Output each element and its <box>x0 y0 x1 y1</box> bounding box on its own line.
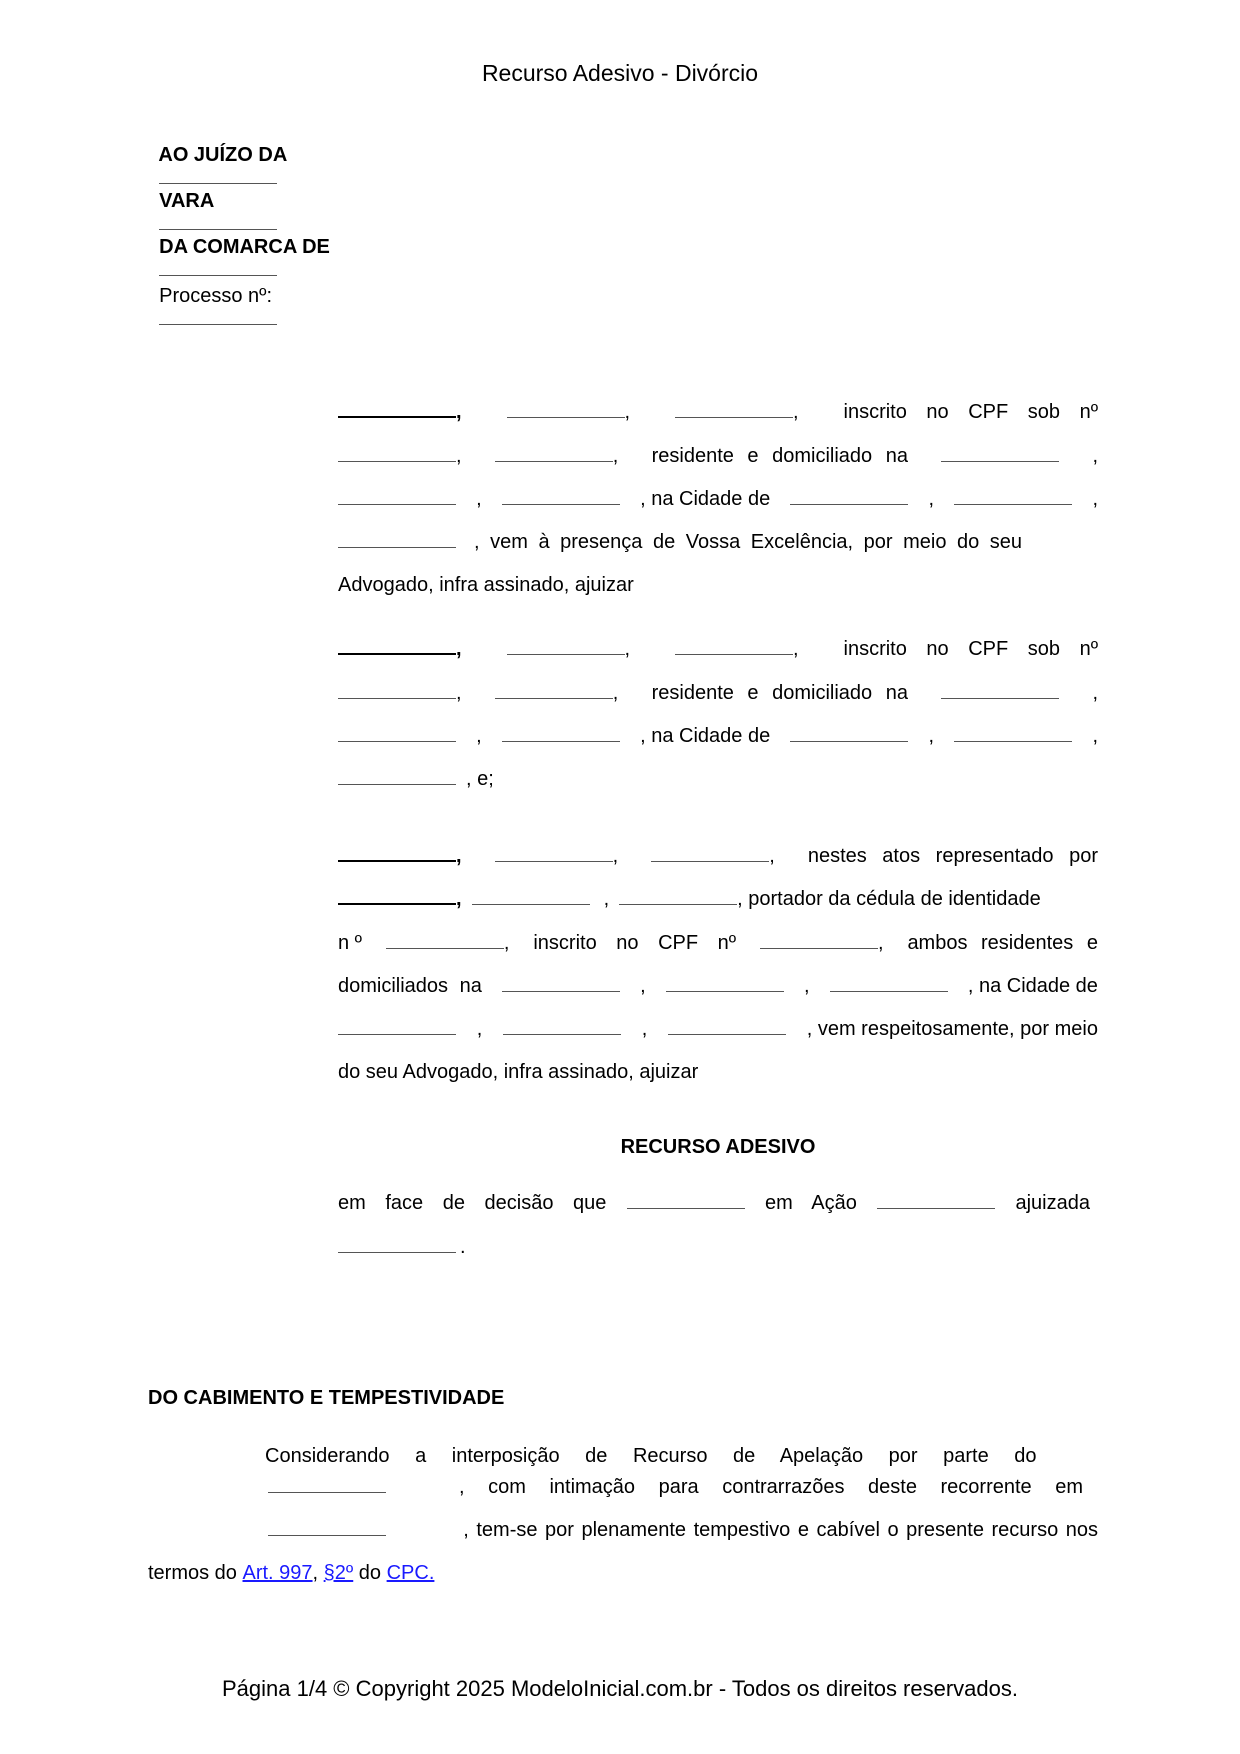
blank-field[interactable] <box>338 902 456 905</box>
party3-line5: , , , vem respeitosamente, por meio <box>338 1018 1098 1041</box>
party1-line3: , , na Cidade de , , <box>338 488 1098 511</box>
party1-cpf-text: inscrito no CPF sob nº <box>843 401 1098 423</box>
party3-domiciliados-text: domiciliados na <box>338 975 482 997</box>
action-acao-text: em Ação <box>765 1192 857 1214</box>
blank-field[interactable] <box>338 740 456 742</box>
action-line2 <box>338 1236 1098 1259</box>
blank-field[interactable] <box>338 503 456 505</box>
blank-field[interactable] <box>941 460 1059 462</box>
court-address-line <box>148 121 330 282</box>
party1-line5 <box>338 574 1098 597</box>
blank-field[interactable] <box>675 653 793 655</box>
party3-identidade-text: , portador da cédula de identidade <box>737 888 1041 910</box>
blank-field[interactable] <box>472 903 590 905</box>
blank-field[interactable] <box>159 228 277 230</box>
blank-field[interactable] <box>503 1033 621 1035</box>
blank-field[interactable] <box>495 860 613 862</box>
party2-residence-text: residente e domiciliado na <box>651 682 908 704</box>
party3-line3: n º , inscrito no CPF nº , ambos residentes e <box>338 932 1098 954</box>
blank-field[interactable] <box>502 740 620 742</box>
blank-field[interactable] <box>507 416 625 418</box>
party3-line6 <box>338 1061 1098 1084</box>
blank-field[interactable] <box>338 546 456 548</box>
blank-field[interactable] <box>495 460 613 462</box>
blank-field[interactable] <box>668 1033 786 1035</box>
party2-line4 <box>338 768 1098 791</box>
document-title: Recurso Adesivo - Divórcio <box>481 60 759 86</box>
blank-field[interactable] <box>338 1251 456 1253</box>
party1-line4 <box>338 531 1098 554</box>
party1-line2: , , residente e domiciliado na , <box>338 445 1098 468</box>
blank-field[interactable] <box>941 697 1059 699</box>
party1-ajuizar-text: Advogado, infra assinado, ajuizar <box>338 574 634 596</box>
blank-field[interactable] <box>159 182 277 184</box>
blank-field[interactable] <box>495 697 613 699</box>
blank-field[interactable] <box>338 783 456 785</box>
party1-residence-text: residente e domiciliado na <box>651 445 908 467</box>
party3-line2: , , , portador da cédula de identidade <box>338 888 1098 911</box>
party3-ajuizar-text: do seu Advogado, infra assinado, ajuizar <box>338 1061 699 1083</box>
address-label-comarca: DA COMARCA DE <box>159 236 330 258</box>
blank-field[interactable] <box>338 859 456 862</box>
blank-field[interactable] <box>954 503 1072 505</box>
blank-field[interactable] <box>790 503 908 505</box>
party3-city-text: , na Cidade de <box>967 975 1098 997</box>
section-p1-line2 <box>268 1476 1083 1499</box>
party3-respeitosamente-text: , vem respeitosamente, por meio <box>806 1018 1098 1040</box>
blank-field[interactable] <box>159 323 277 325</box>
party3-line4: domiciliados na , , , na Cidade de <box>338 975 1098 997</box>
page-footer: Página 1/4 © Copyright 2025 ModeloInicial.com.br - Todos os direitos reservados. <box>222 1676 1018 1701</box>
party1-line1: , , , inscrito no CPF sob nº <box>338 401 1098 424</box>
party1-city-text: na Cidade de <box>651 488 771 510</box>
action-decisao-text: em face de decisão que <box>338 1192 607 1214</box>
party2-line3: , , na Cidade de , , <box>338 725 1098 748</box>
party3-ambos-text: ambos residentes e <box>907 932 1098 954</box>
party2-cpf-text: inscrito no CPF sob nº <box>843 638 1098 660</box>
blank-field[interactable] <box>830 990 948 992</box>
blank-field[interactable] <box>507 653 625 655</box>
party3-cpf-label: inscrito no CPF nº <box>533 932 737 954</box>
blank-field[interactable] <box>338 460 456 462</box>
action-end-period: . <box>460 1236 466 1258</box>
party3-rg-label: n º <box>338 932 362 954</box>
processo-line <box>148 262 277 331</box>
party2-end-text: , e; <box>466 768 494 790</box>
address-label-vara: VARA <box>159 190 215 212</box>
blank-field[interactable] <box>268 1491 386 1493</box>
blank-field[interactable] <box>760 947 878 949</box>
link-cpc[interactable]: CPC. <box>386 1562 435 1584</box>
action-line <box>338 1192 1090 1215</box>
link-art-997[interactable]: Art. 997 <box>242 1562 313 1584</box>
blank-field[interactable] <box>386 947 504 949</box>
party2-city-text: na Cidade de <box>651 725 771 747</box>
blank-field[interactable] <box>338 1033 456 1035</box>
party3-representado-text: nestes atos representado por <box>807 845 1098 867</box>
action-title: RECURSO ADESIVO <box>620 1136 816 1158</box>
blank-field[interactable] <box>675 416 793 418</box>
section-tempestivo-text: , tem-se por plenamente tempestivo e cabível o presente recurso nos <box>463 1519 1098 1541</box>
blank-field[interactable] <box>502 990 620 992</box>
blank-field[interactable] <box>502 503 620 505</box>
section-p1-line4 <box>148 1562 434 1585</box>
blank-field[interactable] <box>666 990 784 992</box>
link-paragraph-2[interactable]: §2º <box>323 1562 354 1584</box>
section-do-text: do <box>358 1562 382 1584</box>
processo-label: Processo nº: <box>159 285 273 307</box>
address-label-juizo: AO JUÍZO DA <box>158 144 288 166</box>
section-heading: DO CABIMENTO E TEMPESTIVIDADE <box>148 1387 505 1409</box>
blank-field[interactable] <box>627 1207 745 1209</box>
party2-line2: , , residente e domiciliado na , <box>338 682 1098 705</box>
blank-field[interactable] <box>790 740 908 742</box>
blank-field[interactable] <box>338 415 456 418</box>
party1-presence-text: , vem à presença de Vossa Excelência, por meio do seu <box>474 531 1023 553</box>
section-considerando-text: Considerando a interposição de Recurso de Apelação por parte do <box>265 1445 1037 1467</box>
section-intimacao-text: , com intimação para contrarrazões deste recorrente em <box>459 1476 1083 1498</box>
blank-field[interactable] <box>954 740 1072 742</box>
blank-field[interactable] <box>338 652 456 655</box>
blank-field[interactable] <box>877 1207 995 1209</box>
blank-field[interactable] <box>651 860 769 862</box>
blank-field[interactable] <box>338 697 456 699</box>
party2-line1: , , , inscrito no CPF sob nº <box>338 638 1098 661</box>
party3-line1: , , , nestes atos representado por <box>338 845 1098 868</box>
section-termos-text: termos do <box>148 1562 237 1584</box>
section-comma: , <box>312 1562 319 1584</box>
blank-field[interactable] <box>268 1534 386 1536</box>
action-ajuizada-text: ajuizada <box>1015 1192 1090 1214</box>
blank-field[interactable] <box>619 903 737 905</box>
section-p1-line1 <box>265 1445 1083 1468</box>
section-p1-line3 <box>268 1519 1098 1542</box>
